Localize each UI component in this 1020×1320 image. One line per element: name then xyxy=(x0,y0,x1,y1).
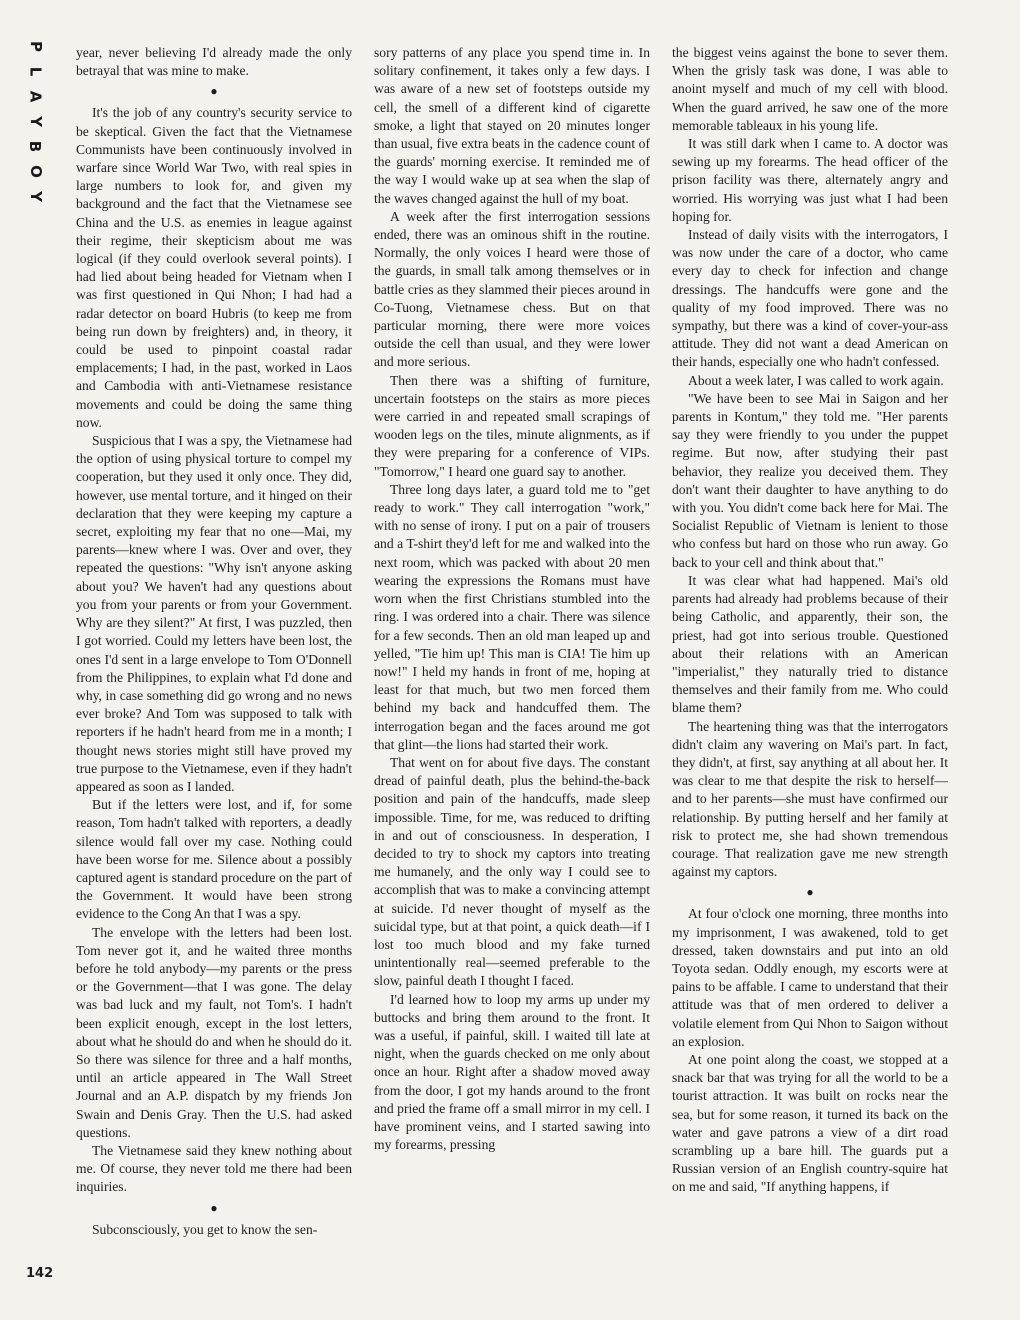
paragraph: Subconsciously, you get to know the sen- xyxy=(92,1221,318,1237)
spine-letter: B xyxy=(26,140,45,153)
paragraph: It was clear what had happened. Mai's old parents had already had problems because of their being Catholic, and apparently, their son, the priest, had got into serious trouble. Questioned about their relations with an American "imperialist," they naturally tried to distance themselves and their family from me. Who could blame them? xyxy=(672,572,948,716)
paragraph: the biggest veins against the bone to sever them. When the grisly task was done, I was able to anoint myself and much of my cell with blood. When the guard arrived, he saw one of the more memorable tableaux in his young life. xyxy=(672,45,948,133)
spine-letter: P xyxy=(26,41,45,52)
spine-letter: L xyxy=(26,66,45,77)
paragraph: At one point along the coast, we stopped at a snack bar that was trying for all the world to be a tourist attraction. It was built on rocks near the sea, but for some reason, it turned its back on the water and gave patrons a view of a dirt road scrambling up a bare hill. The guards put a Russian version of an English country-squire hat on me and said, "If anything happens, if xyxy=(672,1051,948,1195)
paragraph: That went on for about five days. The constant dread of painful death, plus the behind-the-back position and pain of the handcuffs, made sleep impossible. Time, for me, was reduced to drifting in and out of consciousness. In desperation, I decided to try to shock my captors into treating me humanely, and the only way I could see to accomplish that was to make a convincing attempt at suicide. I'd never thought of myself as the suicidal type, but at that point, a quick death—if I lost too much blood and my fake turned unintentionally real—seemed preferable to the slow, painful death I thought I faced. xyxy=(374,754,650,989)
paragraph: "We have been to see Mai in Saigon and her parents in Kontum," they told me. "Her parents say they were friendly to you under the puppet regime. But now, after studying their past behavior, they realize you deceived them. They don't want their daughter to have anything to do with you. You didn't come back here for Mai. The Socialist Republic of Vietnam is lenient to those who confess but hard on those who run away. Go back to your cell and think about that." xyxy=(672,390,948,570)
paragraph: The heartening thing was that the interrogators didn't claim any wavering on Mai's part. In fact, they didn't, at first, say anything at all about her. It was clear to me that despite the risk to herself—and to her parents—she must have confirmed our relationship. By putting herself and her family at risk to protect me, she had shown tremendous courage. That realization gave me new strength against my captors. xyxy=(672,718,948,880)
paragraph: About a week later, I was called to work again. xyxy=(688,372,944,388)
article-column-1 xyxy=(76,44,352,1294)
paragraph: But if the letters were lost, and if, for some reason, Tom hadn't talked with reporters, a deadly silence would fall over my case. Nothing could have been worse for me. Silence about a possibly captured agent is standard procedure on the part of the Government. It would have been strong evidence to the Cong An that I was a spy. xyxy=(76,797,352,922)
paragraph: The envelope with the letters had been lost. Tom never got it, and he waited three months before he told anybody—my parents or the press or the Government—that I was gone. The delay was bad luck and my fault, not Tom's. I hadn't been explicit enough, except in the lost letters, about what he should do and when he should do it. So there was silence for three and a half months, until an article appeared in The Wall Street Journal and an A.P. dispatch by my friends Jon Swain and Denis Gray. Then the U.S. had asked questions. xyxy=(76,924,352,1140)
spine-letter: Y xyxy=(26,191,45,202)
paragraph: Suspicious that I was a spy, the Vietnamese had the option of using physical torture to compel my cooperation, but they used it only once. They did, however, use mental torture, and it hinged on their declaration that they were keeping my capture a secret, exploiting my fear that no one—Mai, my parents—knew where I was. Over and over, they repeated the questions: "Why isn't anyone asking about you? We haven't had any questions about you from your parents or from your Government. Why are they silent?" At first, I was puzzled, then I got worried. Could my letters have been lost, the ones I'd sent in a large envelope to Tom O'Donnell from the Philippines, to explain what I'd done and why, in case something did go wrong and no news ever broke? And Tom was supposed to talk with reporters if he hadn't heard from me in a month; I thought news stories might still have proved my true purpose to the Vietnamese, even if they hadn't appeared as soon as I landed. xyxy=(76,433,352,794)
spine-letter: A xyxy=(26,90,45,103)
section-break-bullet: ● xyxy=(806,885,814,900)
paragraph: Three long days later, a guard told me to "get ready to work." They call interrogation "work," with no sense of irony. I put on a pair of trousers and a T-shirt they'd left for me and walked into the next room, which was packed with about 20 men wearing the expressions the Romans must have worn when the first Christians stumbled into the ring. I was ordered into a chair. There was silence for a few seconds. Then an old man leaped up and yelled, "Tie him up! This man is CIA! Tie him up now!" I held my hands in front of me, hoping at least for that much, but two men forced them behind my back and handcuffed them. The interrogation began and the faces around me got that glint—the lions had started their work. xyxy=(374,481,650,752)
page-number: 142 xyxy=(26,1266,54,1281)
section-break-bullet: ● xyxy=(210,1200,218,1215)
paragraph: Then there was a shifting of furniture, uncertain footsteps on the stairs as more pieces were carried in and repeated small scrapings of wooden legs on the tiles, minute alignments, as if they were preparing for a conference of VIPs. "Tomorrow," I heard one guard say to another. xyxy=(374,372,650,479)
paragraph: A week after the first interrogation sessions ended, there was an ominous shift in the routine. Normally, the only voices I heard were those of the guards, in small talk among themselves or in battle cries as they slammed their pieces around in Co-Tuong, Vietnamese chess. But on that particular morning, there were more voices outside the cell than usual, and they were lower and more serious. xyxy=(374,208,650,370)
paragraph: Instead of daily visits with the interrogators, I was now under the care of a doctor, who came every day to check for infection and change dressings. The handcuffs were gone and the quality of my food improved. There was no sympathy, but there was a kind of cover-your-ass attitude. They did not want a dead American on their hands, especially one who hadn't confessed. xyxy=(672,227,948,370)
paragraph: It was still dark when I came to. A doctor was sewing up my forearms. The head officer of the prison facility was there, alternately angry and worried. His worrying was just what I had been hoping for. xyxy=(672,136,948,224)
paragraph: The Vietnamese said they knew nothing about me. Of course, they never told me there had been inquiries. xyxy=(76,1142,352,1195)
spine-letter: O xyxy=(26,165,45,178)
paragraph: I'd learned how to loop my arms up under my buttocks and bring them around to the front. It was a useful, if painful, skill. I waited till late at night, when the guards checked on me only about once an hour. Right after a shadow moved away from the door, I got my hands around to the front and pried the frame off a small mirror in my cell. I have prominent veins, and I started sawing into my forearms, pressing xyxy=(374,991,650,1153)
paragraph: At four o'clock one morning, three months into my imprisonment, I was awakened, told to get dressed, taken downstairs and put into an old Toyota sedan. Oddly enough, my escorts were at pains to be affable. I came to understand that their attitude was that of men ordered to deliver a volatile element from Qui Nhon to Saigon without an explosion. xyxy=(672,906,948,1049)
section-break-bullet: ● xyxy=(210,84,218,99)
paragraph: sory patterns of any place you spend time in. In solitary confinement, it takes only a few days. I was aware of a new set of footsteps outside my cell, the smell of a different kind of cigarette smoke, a light that stayed on 20 minutes longer than usual, five extra beats in the cadence count of the guards' morning exercise. It reminded me of the way I would wake up at sea when the slap of the waves changed against the hull of my boat. xyxy=(374,45,650,206)
paragraph: It's the job of any country's security service to be skeptical. Given the fact that the Vietnamese Communists have been continuously involved in warfare since World War Two, with real spies in large numbers to look for, and given my background and the fact that the Vietnamese see China and the U.S. as enemies in league against their regime, their skepticism about me was logical (if they could overlook several points). I had lied about being headed for Vietnam when I was first questioned in Qui Nhon; I had had a radar detector on board Hubris (to keep me from being run down by freighters) and, in theory, it could be used to pinpoint coastal radar emplacements; I had, in the past, worked in Laos and Cambodia with anti-Vietnamese resistance movements and could be doing the same thing now. xyxy=(76,105,352,430)
spine-letter: Y xyxy=(26,116,45,127)
magazine-spine-label xyxy=(22,34,48,209)
article-column-2 xyxy=(374,44,650,1294)
article-column-3 xyxy=(672,44,948,1294)
paragraph: year, never believing I'd already made the only betrayal that was mine to make. xyxy=(76,45,352,79)
